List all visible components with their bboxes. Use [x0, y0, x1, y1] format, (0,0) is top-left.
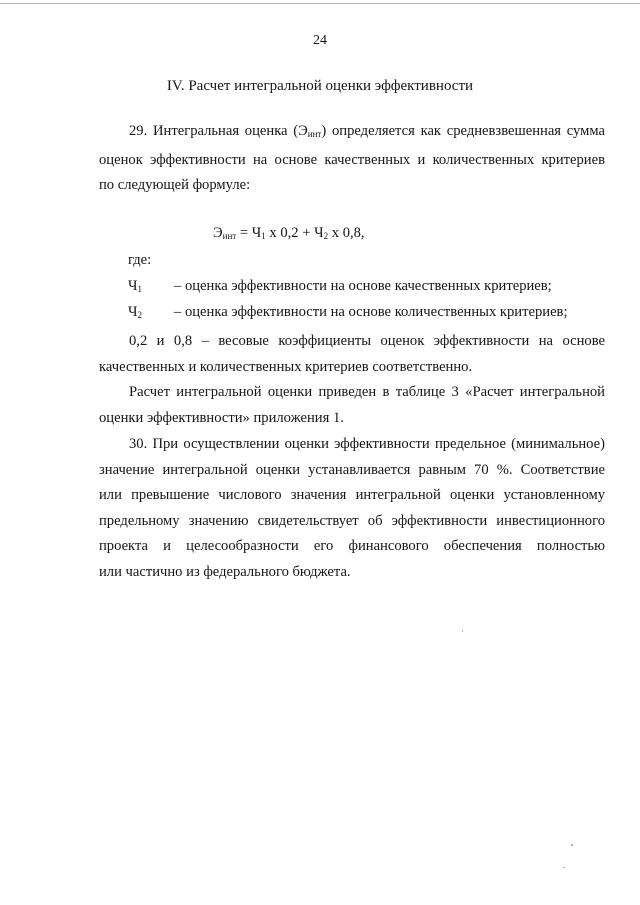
where-label: где: [128, 252, 152, 268]
coefficients-paragraph [99, 329, 605, 380]
table-reference-paragraph [99, 380, 605, 431]
page-number: 24 [313, 33, 327, 48]
definition-symbol-2: $Ч_2$ [128, 304, 142, 320]
paragraph-30 [99, 432, 605, 585]
section-title: IV. Расчет интегральной оценки эффективности [166, 78, 474, 94]
coefficients-line-2: качественных и количественных критериев соответственно. [99, 358, 473, 375]
paragraph-30-line-4: предельному значению свидетельствует об эффективности инвестиционного [99, 512, 605, 529]
paragraph-30-line-1: 30. При осуществлении оценки эффективности предельное (минимальное) [129, 436, 605, 452]
paragraph-29-line-2: оценок эффективности на основе качественных и количественных критериев [99, 151, 605, 168]
definition-text-1: – оценка эффективности на основе качественных критериев; [174, 278, 552, 294]
paragraph-30-line-6: или частично из федерального бюджета. [99, 563, 351, 580]
paragraph-30-line-2: значение интегральной оценки устанавливается равным 70 %. Соответствие [99, 461, 605, 478]
paragraph-29 [99, 119, 605, 199]
scan-speck [462, 630, 463, 632]
paragraph-30-line-3: или превышение числового значения интегральной оценки установленному [99, 487, 605, 503]
top-border-line [0, 3, 640, 4]
paragraph-29-line-3: по следующей формуле: [99, 177, 251, 193]
paragraph-29-line-1: 29. Интегральная оценка $(Э_{инт})$ определяется как средневзвешенная сумма [129, 123, 606, 139]
definition-symbol-1: $Ч_1$ [128, 278, 142, 294]
scan-speck [563, 867, 565, 868]
scan-speck [571, 844, 573, 846]
coefficients-line-1: 0,2 и 0,8 – весовые коэффициенты оценок эффективности на основе [129, 333, 605, 349]
integral-formula: $Э_{инт} = Ч_1$ х $0,2 + Ч_2$ х 0,8, [213, 225, 365, 241]
table-reference-line-2: оценки эффективности» приложения 1. [99, 409, 344, 426]
table-reference-line-1: Расчет интегральной оценки приведен в таблице 3 «Расчет интегральной [129, 384, 605, 400]
paragraph-30-line-5: проекта и целесообразности его финансового обеспечения полностью [99, 538, 605, 554]
definition-text-2: – оценка эффективности на основе количественных критериев; [174, 304, 568, 320]
